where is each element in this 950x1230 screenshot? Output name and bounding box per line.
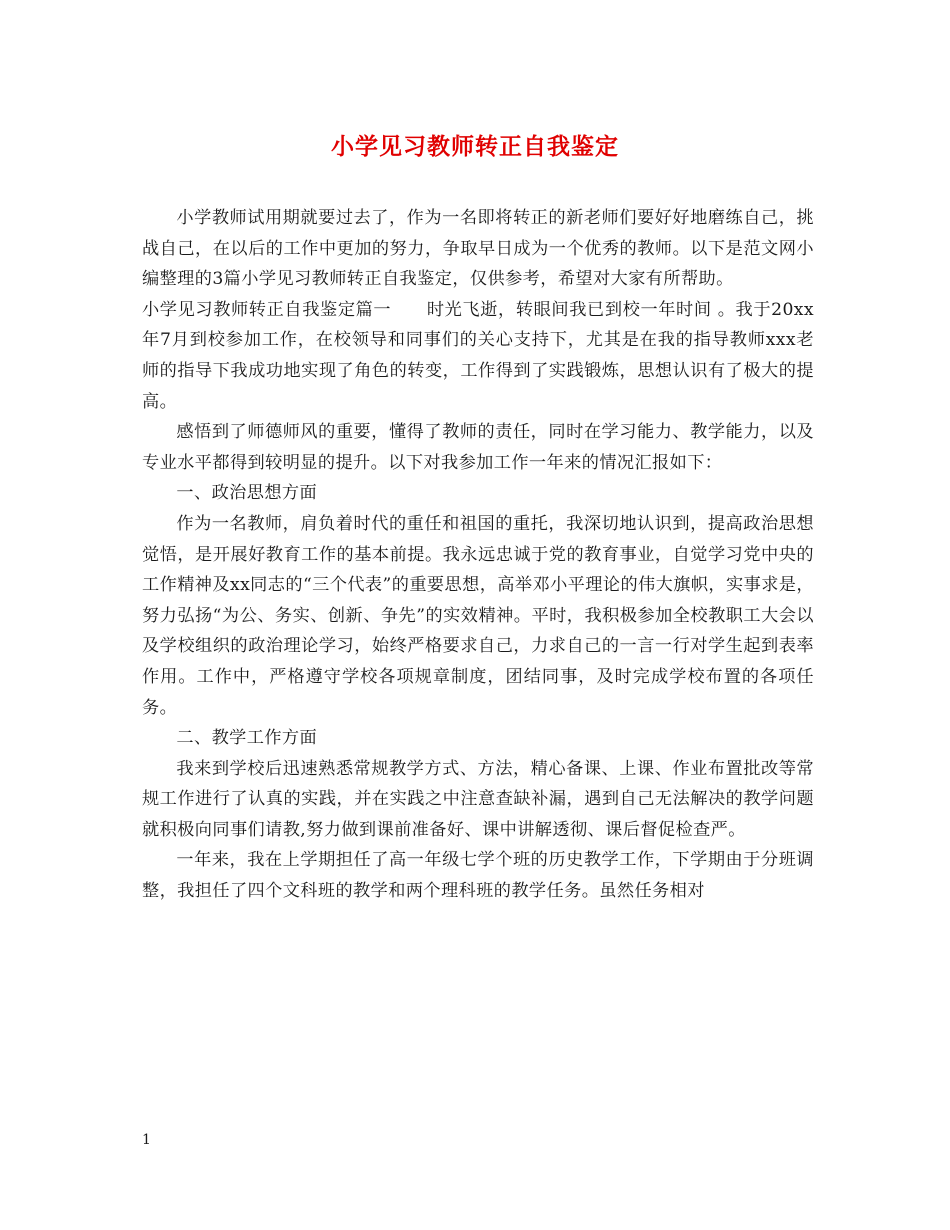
body-paragraph: 小学见习教师转正自我鉴定篇一 时光飞逝，转眼间我已到校一年时间 。我于20xx年7月到校参加工作，在校领导和同事们的关心支持下，尤其是在我的指导教师xxx老师的指导下我成功地实现了角色的转变，工作得到了实践锻炼，思想认识有了极大的提高。: [142, 299, 814, 412]
body-paragraph: 小学教师试用期就要过去了，作为一名即将转正的新老师们要好好地磨练自己，挑战自己，在以后的工作中更加的努力，争取早日成为一个优秀的教师。以下是范文网小编整理的3篇小学见习教师转正自我鉴定，仅供参考，希望对大家有所帮助。: [142, 208, 814, 290]
body-paragraph: 一、政治思想方面: [176, 483, 318, 504]
body-paragraph: 作为一名教师，肩负着时代的重任和祖国的重托，我深切地认识到，提高政治思想觉悟，是开展好教育工作的基本前提。我永远忠诚于党的教育事业，自觉学习党中央的工作精神及xx同志的“三个代表”的重要思想，高举邓小平理论的伟大旗帜，实事求是，努力弘扬“为公、务实、创新、争先”的实效精神。平时，我积极参加全校教职工大会以及学校组织的政治理论学习，始终严格要求自己，力求自己的一言一行对学生起到表率作用。工作中，严格遵守学校各项规章制度，团结同事，及时完成学校布置的各项任务。: [142, 513, 814, 718]
body-paragraph: 感悟到了师德师风的重要，懂得了教师的责任，同时在学习能力、教学能力，以及专业水平都得到较明显的提升。以下对我参加工作一年来的情况汇报如下：: [142, 422, 814, 473]
body-paragraph: 二、教学工作方面: [176, 728, 318, 749]
body-paragraph: 我来到学校后迅速熟悉常规教学方式、方法，精心备课、上课、作业布置批改等常规工作进行了认真的实践，并在实践之中注意查缺补漏，遇到自己无法解决的教学问题就积极向同事们请教,努力做到课前准备好、课中讲解透彻、课后督促检查严。: [142, 758, 814, 840]
page-number: 1: [142, 1132, 151, 1148]
document-title: 小学见习教师转正自我鉴定: [331, 133, 619, 160]
body-paragraph: 一年来，我在上学期担任了高一年级七学个班的历史教学工作，下学期由于分班调整，我担任了四个文科班的教学和两个理科班的教学任务。虽然任务相对: [142, 850, 814, 902]
document-body: [142, 203, 814, 907]
